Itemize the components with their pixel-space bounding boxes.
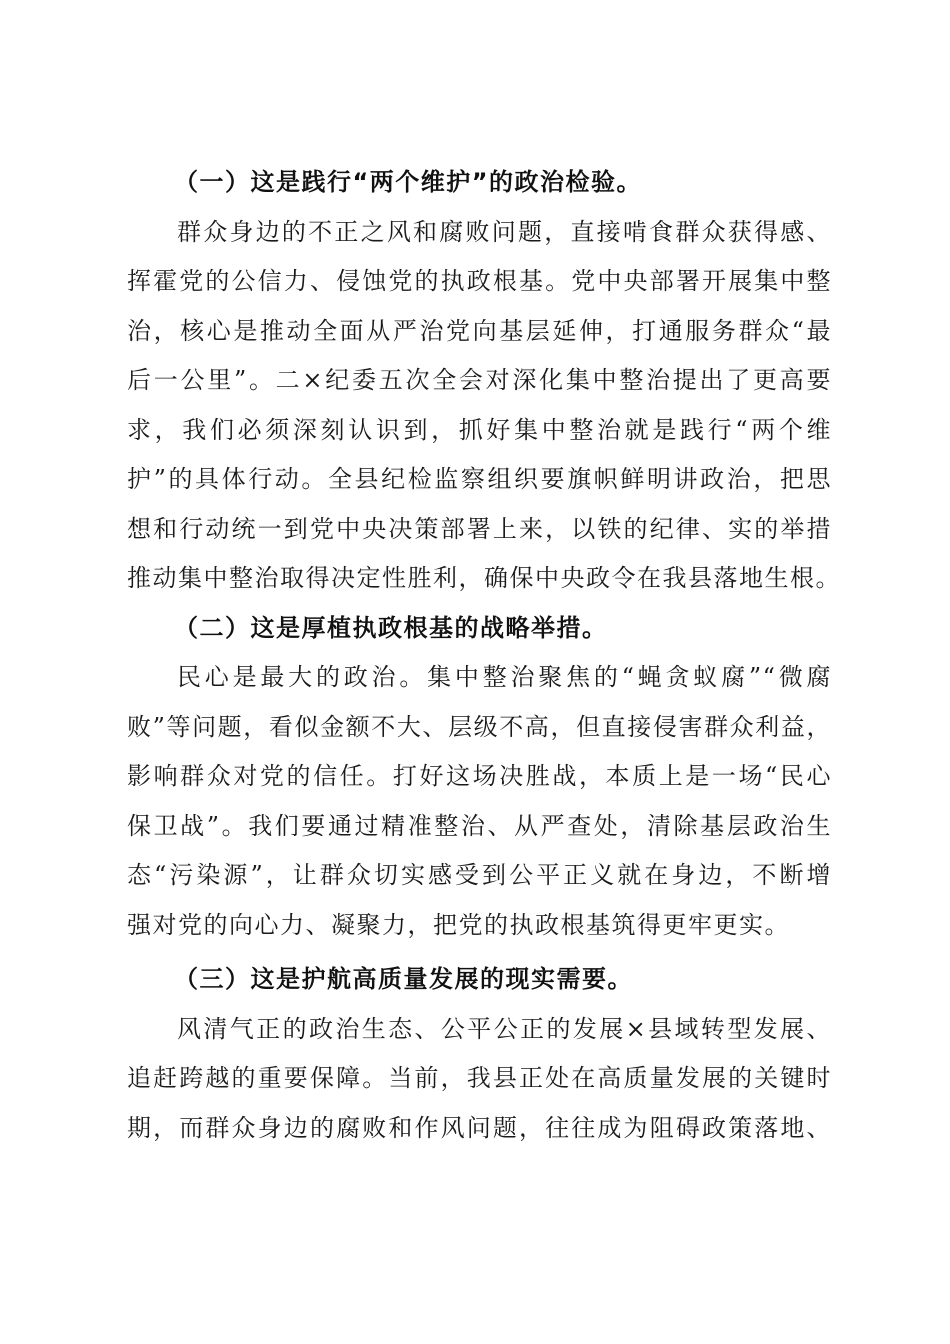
paragraph-line: 态“污染源”，让群众切实感受到公平正义就在身边，不断增 [127, 861, 832, 889]
section-3-paragraph [127, 1005, 832, 1154]
paragraph-line: 追赶跨越的重要保障。当前，我县正处在高质量发展的关键时 [127, 1064, 832, 1092]
document-body [127, 158, 841, 1153]
paragraph-line: 治，核心是推动全面从严治党向基层延伸，打通服务群众“最 [127, 316, 832, 345]
paragraph-line: 期，而群众身边的腐败和作风问题，往往成为阻碍政策落地、 [127, 1113, 832, 1142]
section-1-heading: （一）这是践行“两个维护”的政治检验。 [174, 168, 643, 196]
paragraph-line: 护”的具体行动。全县纪检监察组织要旗帜鲜明讲政治，把思 [127, 465, 832, 493]
paragraph-line: 推动集中整治取得决定性胜利，确保中央政令在我县落地生根。 [127, 564, 841, 592]
section-3-heading: （三）这是护航高质量发展的现实需要。 [174, 965, 633, 993]
paragraph-line: 群众身边的不正之风和腐败问题，直接啃食群众获得感、 [177, 217, 832, 246]
paragraph-line: 求，我们必须深刻认识到，抓好集中整治就是践行“两个维 [127, 415, 832, 444]
section-2-heading: （二）这是厚植执政根基的战略举措。 [174, 613, 608, 642]
paragraph-line: 后一公里”。二×纪委五次全会对深化集中整治提出了更高要 [127, 366, 832, 394]
paragraph-line: 挥霍党的公信力、侵蚀党的执政根基。党中央部署开展集中整 [127, 267, 832, 295]
paragraph-line: 影响群众对党的信任。打好这场决胜战，本质上是一场“民心 [127, 762, 832, 790]
paragraph-line: 强对党的向心力、凝聚力，把党的执政根基筑得更牢更实。 [127, 910, 790, 939]
paragraph-line: 想和行动统一到党中央决策部署上来，以铁的纪律、实的举措 [127, 514, 832, 543]
section-1-paragraph [127, 208, 841, 604]
paragraph-line: 民心是最大的政治。集中整治聚焦的“蝇贪蚁腐”“微腐 [177, 663, 832, 691]
section-2-paragraph [127, 653, 832, 950]
paragraph-line: 败”等问题，看似金额不大、层级不高，但直接侵害群众利益， [127, 712, 832, 741]
paragraph-line: 风清气正的政治生态、公平公正的发展×县域转型发展、 [177, 1014, 832, 1043]
paragraph-line: 保卫战”。我们要通过精准整治、从严查处，清除基层政治生 [127, 811, 832, 840]
